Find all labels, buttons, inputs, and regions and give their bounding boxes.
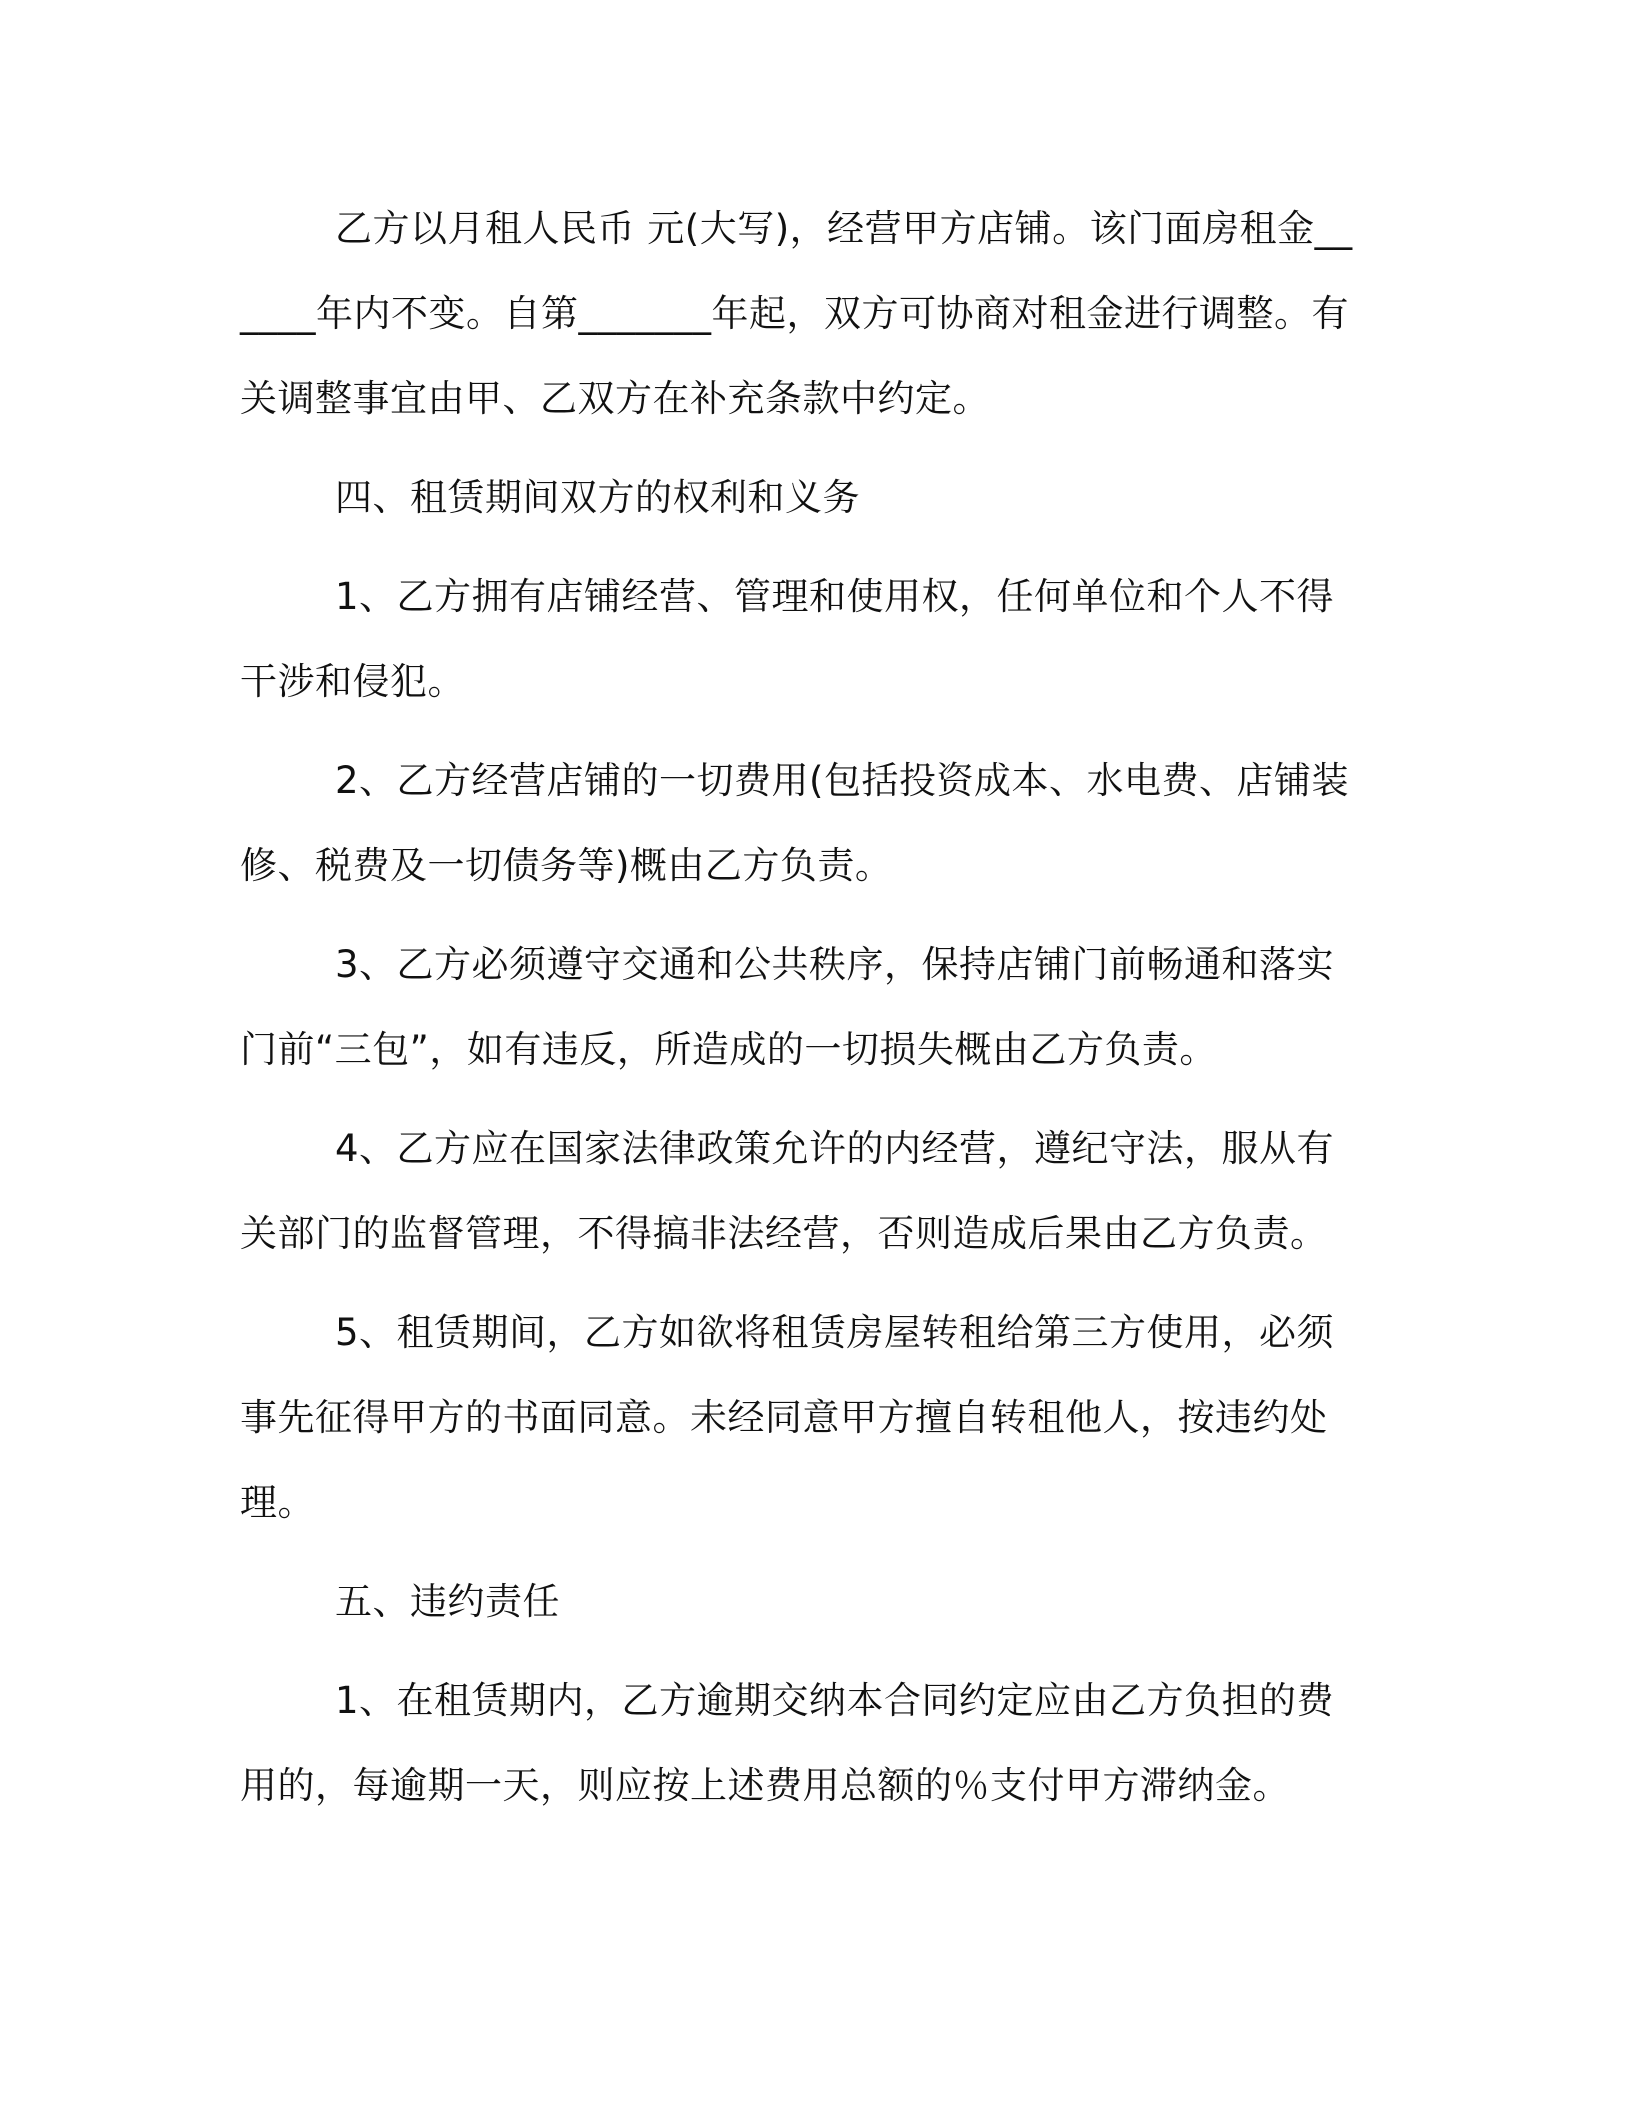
section-four-heading: 四、租赁期间双方的权利和义务 xyxy=(335,476,860,519)
clause-4-3: 3、乙方必须遵守交通和公共秩序，保持店铺门前畅通和落实门前“三包”，如有违反，所造成的一切损失概由乙方负责。 xyxy=(240,943,1335,1071)
clause-4-2: 2、乙方经营店铺的一切费用(包括投资成本、水电费、店铺装修、税费及一切债务等)概由乙方负责。 xyxy=(240,759,1349,887)
section-five-heading: 五、违约责任 xyxy=(335,1580,560,1623)
clause-5-1: 1、在租赁期内，乙方逾期交纳本合同约定应由乙方负担的费用的，每逾期一天，则应按上述费用总额的％支付甲方滞纳金。 xyxy=(240,1679,1335,1807)
clause-4-1: 1、乙方拥有店铺经营、管理和使用权，任何单位和个人不得干涉和侵犯。 xyxy=(240,575,1335,703)
clause-4-4: 4、乙方应在国家法律政策允许的内经营，遵纪守法，服从有关部门的监督管理，不得搞非法经营，否则造成后果由乙方负责。 xyxy=(240,1127,1335,1255)
rent-paragraph: 乙方以月租人民币 元(大写)，经营甲方店铺。该门面房租金______年内不变。自第_______年起，双方可协商对租金进行调整。有关调整事宜由甲、乙双方在补充条款中约定。 xyxy=(240,207,1353,420)
clause-4-5: 5、租赁期间，乙方如欲将租赁房屋转租给第三方使用，必须事先征得甲方的书面同意。未经同意甲方擅自转租他人，按违约处理。 xyxy=(240,1311,1335,1524)
document-body xyxy=(240,186,1370,1842)
